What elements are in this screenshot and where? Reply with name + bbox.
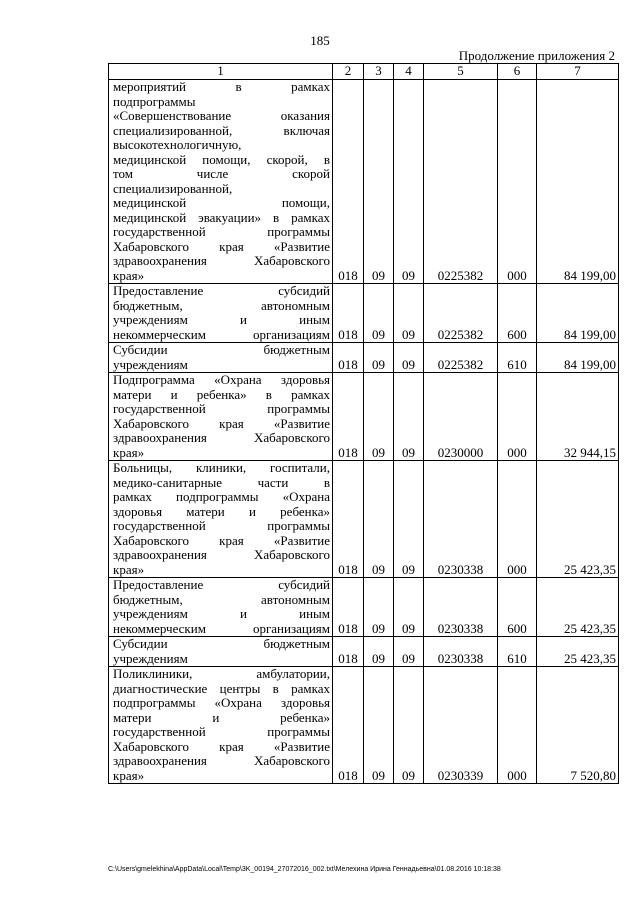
table-row	[109, 284, 619, 343]
table-row	[109, 373, 619, 461]
ministry-code-cell: 018	[333, 461, 364, 578]
section-code-cell: 09	[364, 284, 394, 343]
ministry-code-cell: 018	[333, 667, 364, 784]
target-article-cell: 0225382	[424, 284, 498, 343]
ministry-code-cell: 018	[333, 80, 364, 284]
column-header: 5	[424, 64, 498, 80]
row-name-cell: мероприятий в рамках подпрограммы «Совершенствование оказания специализированной, включая высокотехнологичную, медицинской помощи, скорой, в том числе скорой специализированной, медицинской помощи, медицинской эвакуации» в рамках государственной программы Хабаровского края «Развитие здравоохранения Хабаровского края»	[109, 80, 333, 284]
table-row	[109, 343, 619, 373]
amount-cell: 84 199,00	[537, 343, 619, 373]
amount-cell: 84 199,00	[537, 284, 619, 343]
column-number-row	[109, 64, 619, 80]
ministry-code-cell: 018	[333, 284, 364, 343]
expense-type-cell: 600	[498, 578, 537, 637]
table-row	[109, 80, 619, 284]
row-name-cell: Субсидии бюджетным учреждениям	[109, 343, 333, 373]
subsection-code-cell: 09	[394, 461, 424, 578]
column-header: 1	[109, 64, 333, 80]
target-article-cell: 0230338	[424, 578, 498, 637]
expense-type-cell: 610	[498, 343, 537, 373]
target-article-cell: 0230000	[424, 373, 498, 461]
subsection-code-cell: 09	[394, 373, 424, 461]
column-header: 3	[364, 64, 394, 80]
table-body	[109, 80, 619, 784]
expense-type-cell: 600	[498, 284, 537, 343]
column-header: 2	[333, 64, 364, 80]
expense-type-cell: 000	[498, 80, 537, 284]
budget-table	[108, 63, 619, 784]
ministry-code-cell: 018	[333, 578, 364, 637]
subsection-code-cell: 09	[394, 343, 424, 373]
target-article-cell: 0230339	[424, 667, 498, 784]
table-row	[109, 578, 619, 637]
section-code-cell: 09	[364, 637, 394, 667]
row-name-cell: Поликлиники, амбулатории, диагностические центры в рамках подпрограммы «Охрана здоровья матери и ребенка» государственной программы Хабаровского края «Развитие здравоохранения Хабаровского края»	[109, 667, 333, 784]
section-code-cell: 09	[364, 667, 394, 784]
section-code-cell: 09	[364, 80, 394, 284]
table-row	[109, 667, 619, 784]
row-name-cell: Субсидии бюджетным учреждениям	[109, 637, 333, 667]
expense-type-cell: 000	[498, 373, 537, 461]
column-header: 4	[394, 64, 424, 80]
amount-cell: 32 944,15	[537, 373, 619, 461]
expense-type-cell: 610	[498, 637, 537, 667]
subsection-code-cell: 09	[394, 284, 424, 343]
ministry-code-cell: 018	[333, 637, 364, 667]
target-article-cell: 0230338	[424, 637, 498, 667]
expense-type-cell: 000	[498, 461, 537, 578]
subsection-code-cell: 09	[394, 80, 424, 284]
subsection-code-cell: 09	[394, 578, 424, 637]
target-article-cell: 0230338	[424, 461, 498, 578]
continuation-label: Продолжение приложения 2	[458, 48, 615, 63]
target-article-cell: 0225382	[424, 80, 498, 284]
section-code-cell: 09	[364, 373, 394, 461]
row-name-cell: Больницы, клиники, госпитали, медико-санитарные части в рамках подпрограммы «Охрана здоровья матери и ребенка» государственной программы Хабаровского края «Развитие здравоохранения Хабаровского края»	[109, 461, 333, 578]
expense-type-cell: 000	[498, 667, 537, 784]
amount-cell: 25 423,35	[537, 578, 619, 637]
amount-cell: 25 423,35	[537, 461, 619, 578]
page-number: 185	[310, 33, 330, 48]
section-code-cell: 09	[364, 343, 394, 373]
column-header: 7	[537, 64, 619, 80]
file-path-footer: C:\Users\gmelekhina\AppData\Local\Temp\3K_00194_27072016_002.txt\Мелехина Ирина Геннадьевна\01.08.2016 10:18:38	[108, 866, 501, 873]
row-name-cell: Предоставление субсидий бюджетным, автономным учреждениям и иным некоммерческим организациям	[109, 284, 333, 343]
subsection-code-cell: 09	[394, 637, 424, 667]
table-row	[109, 461, 619, 578]
section-code-cell: 09	[364, 578, 394, 637]
table-row	[109, 637, 619, 667]
row-name-cell: Предоставление субсидий бюджетным, автономным учреждениям и иным некоммерческим организациям	[109, 578, 333, 637]
amount-cell: 7 520,80	[537, 667, 619, 784]
subsection-code-cell: 09	[394, 667, 424, 784]
amount-cell: 84 199,00	[537, 80, 619, 284]
amount-cell: 25 423,35	[537, 637, 619, 667]
column-header: 6	[498, 64, 537, 80]
row-name-cell: Подпрограмма «Охрана здоровья матери и ребенка» в рамках государственной программы Хабаровского края «Развитие здравоохранения Хабаровского края»	[109, 373, 333, 461]
target-article-cell: 0225382	[424, 343, 498, 373]
ministry-code-cell: 018	[333, 343, 364, 373]
section-code-cell: 09	[364, 461, 394, 578]
ministry-code-cell: 018	[333, 373, 364, 461]
